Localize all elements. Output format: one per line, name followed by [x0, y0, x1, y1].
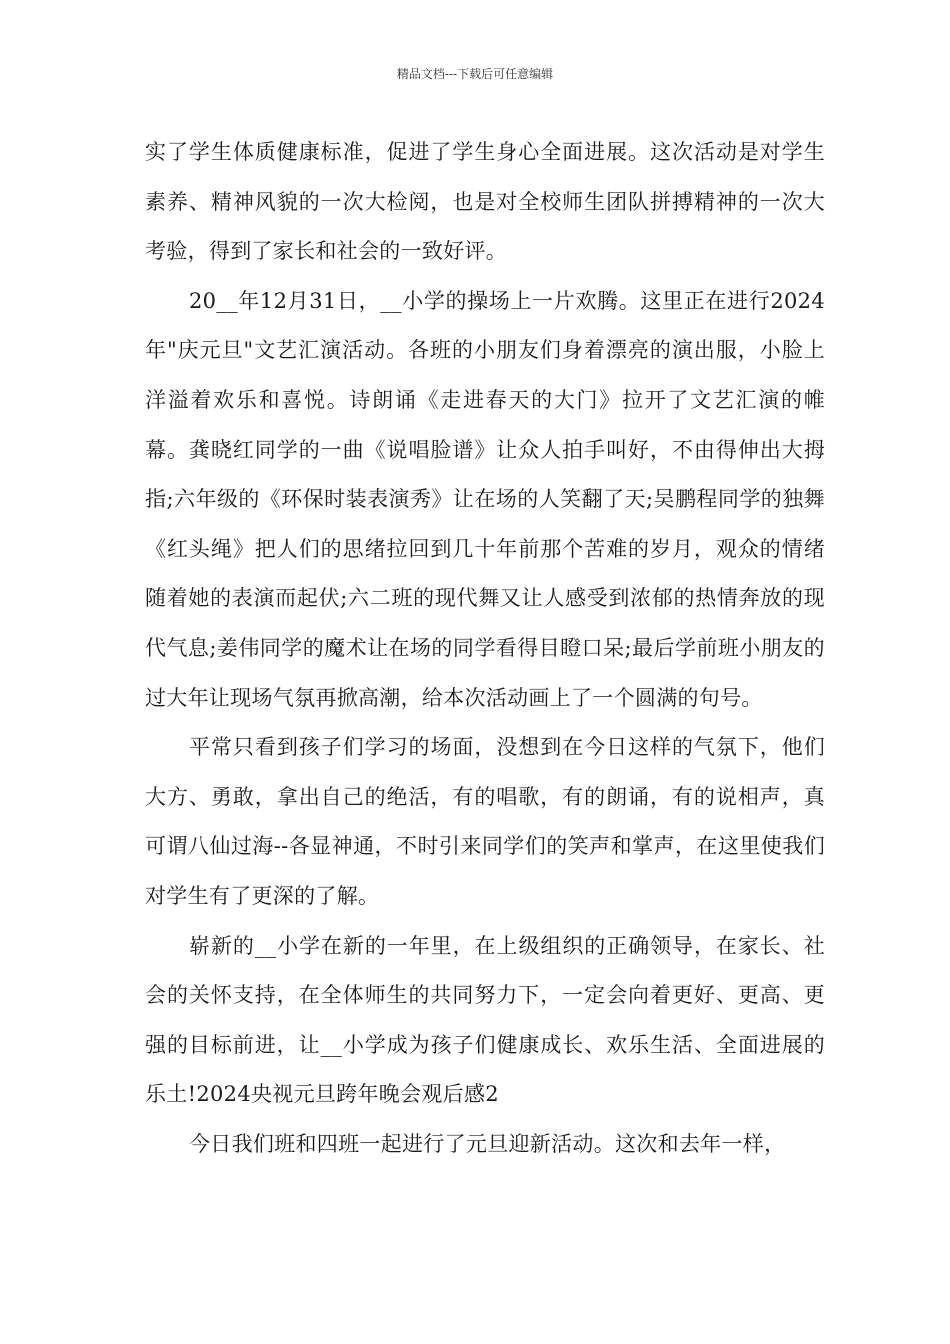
paragraph-3: 平常只看到孩子们学习的场面，没想到在今日这样的气氛下，他们大方、勇敢，拿出自己的绝活，有的唱歌，有的朗诵，有的说相声，真可谓八仙过海--各显神通，不时引来同学们的笑声和掌声，在这里使我们对学生有了更深的了解。	[145, 735, 825, 908]
page-header: 精品文档---下载后可任意编辑	[396, 67, 554, 81]
paragraph-1: 实了学生体质健康标准，促进了学生身心全面进展。这次活动是对学生素养、精神风貌的一次大检阅，也是对全校师生团队拼搏精神的一次大考验，得到了家长和社会的一致好评。	[145, 140, 825, 264]
paragraph-2: 20__年12月31日，__小学的操场上一片欢腾。这里正在进行2024年"庆元旦"文艺汇演活动。各班的小朋友们身着漂亮的演出服，小脸上洋溢着欢乐和喜悦。诗朗诵《走进春天的大门》拉开了文艺汇演的帷幕。龚晓红同学的一曲《说唱脸谱》让众人拍手叫好，不由得伸出大拇指;六年级的《环保时装表演秀》让在场的人笑翻了天;吴鹏程同学的独舞《红头绳》把人们的思绪拉回到几十年前那个苦难的岁月，观众的情绪随着她的表演而起伏;六二班的现代舞又让人感受到浓郁的热情奔放的现代气息;姜伟同学的魔术让在场的同学看得目瞪口呆;最后学前班小朋友的过大年让现场气氛再掀高潮，给本次活动画上了一个圆满的句号。	[145, 288, 825, 710]
paragraph-5: 今日我们班和四班一起进行了元旦迎新活动。这次和去年一样，	[189, 1131, 786, 1156]
document-body	[145, 128, 825, 1169]
paragraph-4: 崭新的__小学在新的一年里，在上级组织的正确领导，在家长、社会的关怀支持，在全体师生的共同努力下，一定会向着更好、更高、更强的目标前进，让__小学成为孩子们健康成长、欢乐生活、全面进展的乐土!2024央视元旦跨年晚会观后感2	[145, 933, 825, 1107]
